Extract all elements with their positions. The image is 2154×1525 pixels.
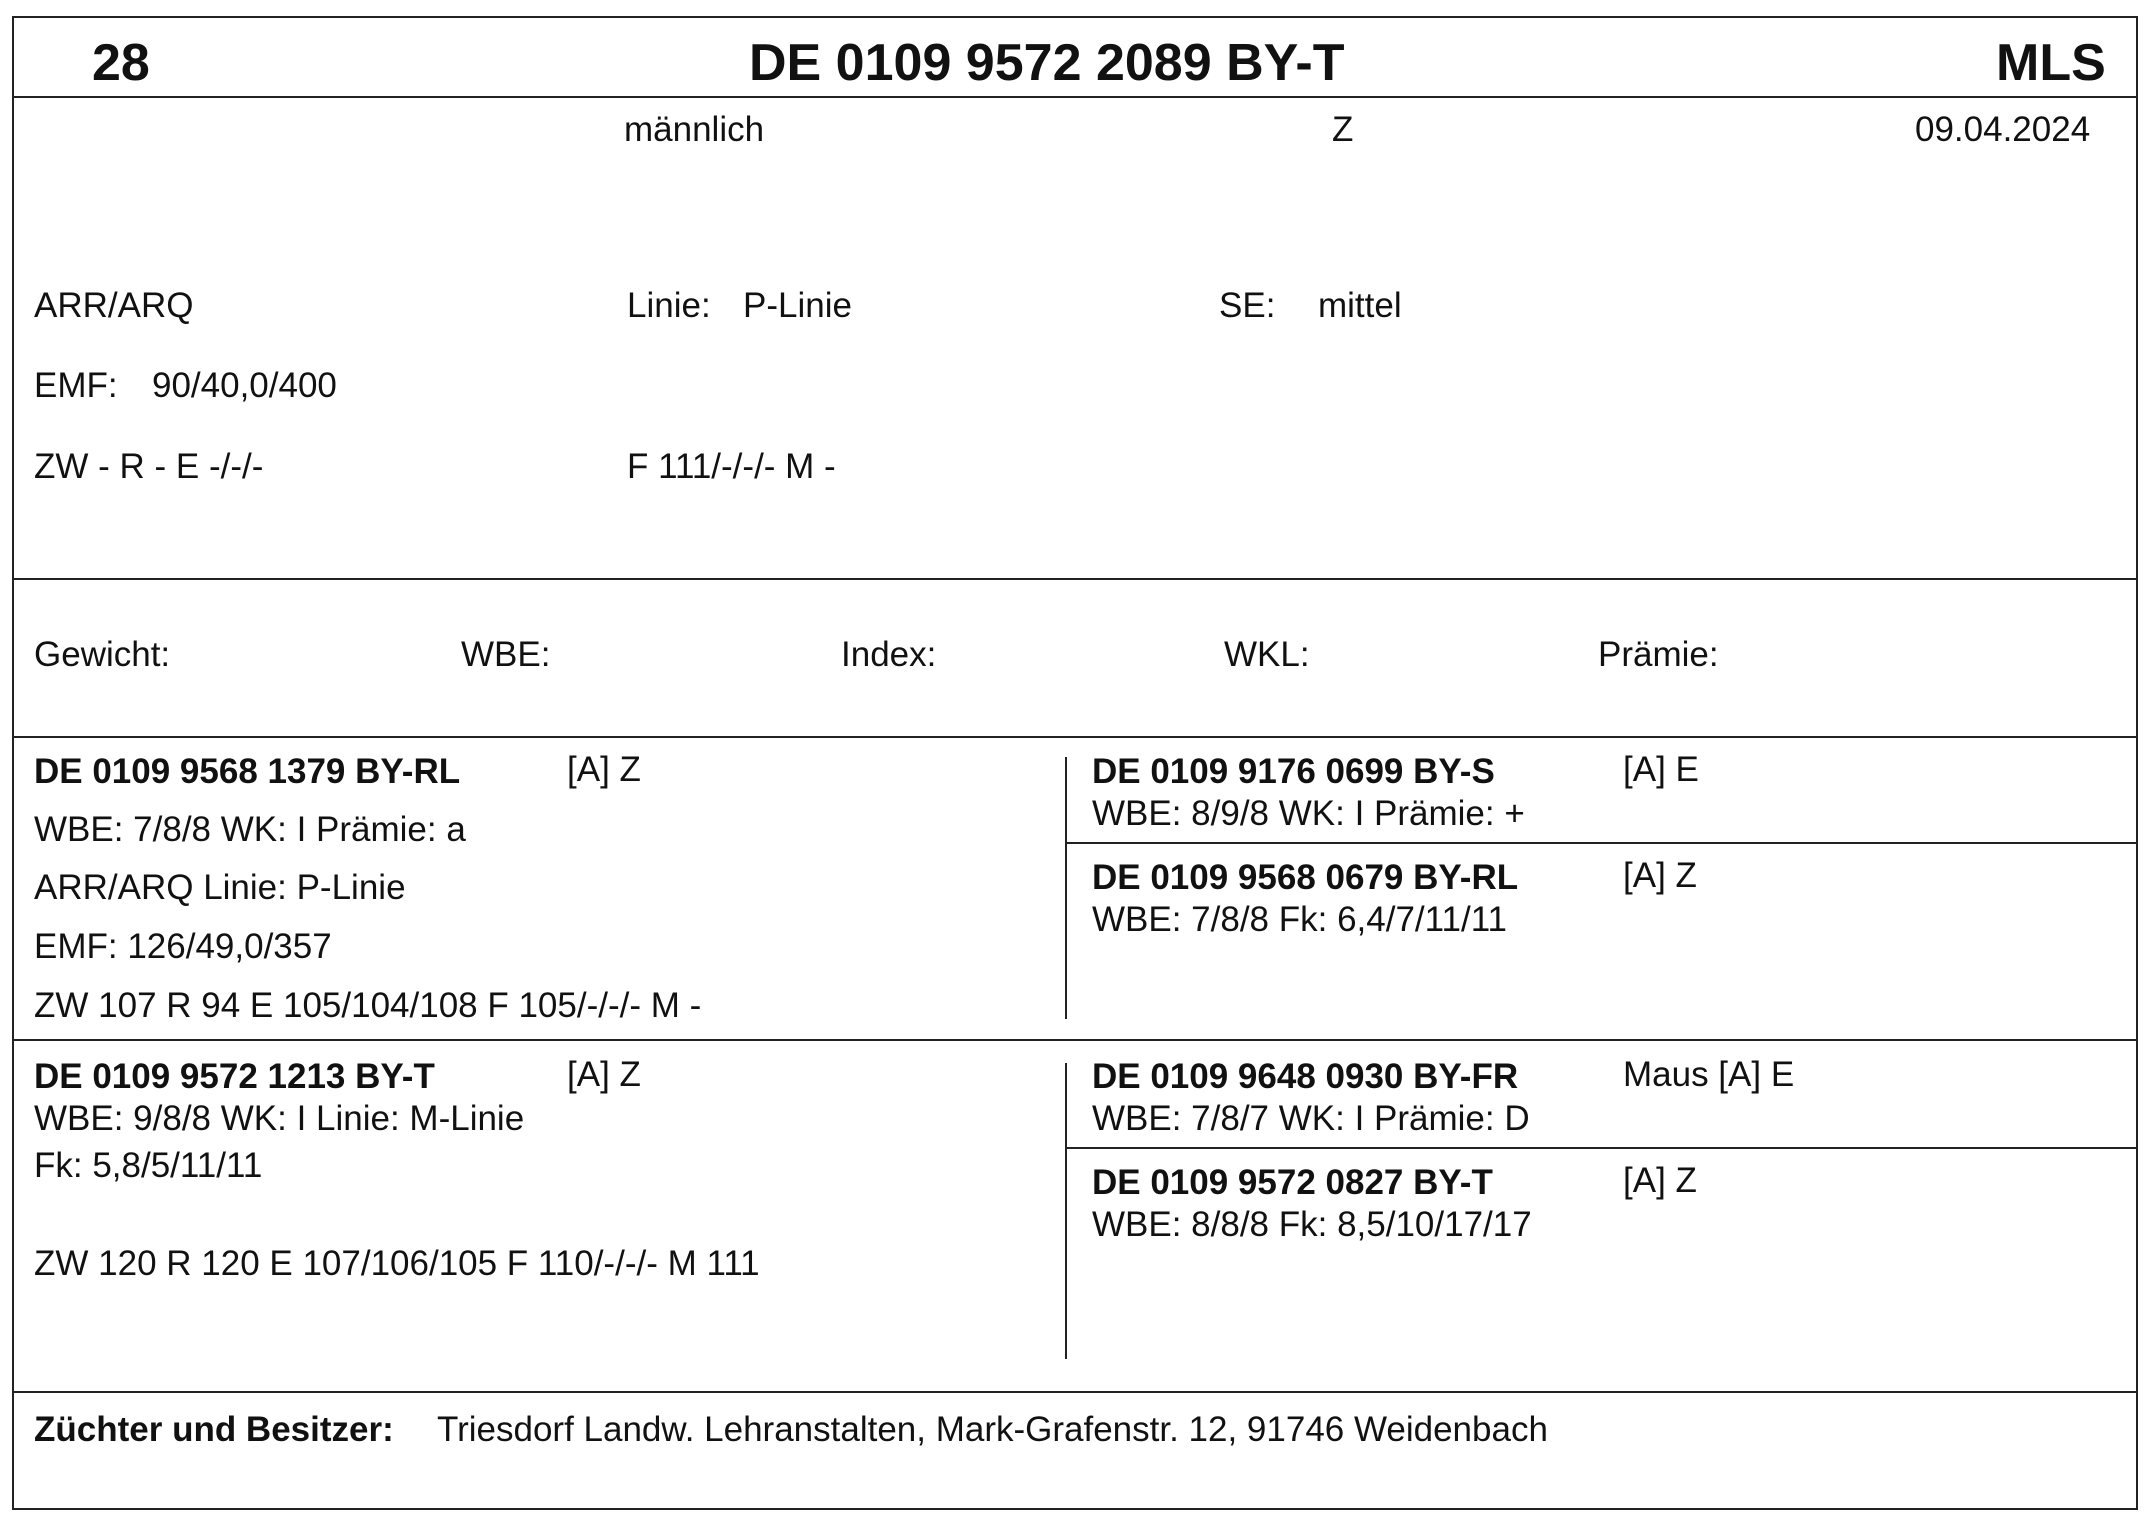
dam-line2: Fk: 5,8/5/11/11 (34, 1146, 263, 1185)
dam-sire-tag: Maus [A] E (1623, 1055, 1795, 1094)
status-flag: Z (1332, 110, 1354, 149)
se-value: mittel (1318, 286, 1402, 325)
sire-line2: ARR/ARQ Linie: P-Linie (34, 868, 406, 907)
dam-parents-divider (1065, 1147, 2136, 1149)
sire-sire-line1: WBE: 8/9/8 WK: I Prämie: + (1092, 794, 1525, 833)
info-divider (14, 578, 2136, 580)
dam-sire-line1: WBE: 7/8/7 WK: I Prämie: D (1092, 1099, 1530, 1138)
animal-id: DE 0109 9572 2089 BY-T (749, 34, 1345, 92)
breed-code: MLS (1996, 34, 2106, 92)
sire-parents-divider (1065, 842, 2136, 844)
wkl-label: WKL: (1224, 635, 1310, 674)
zw-values: ZW - R - E -/-/- (34, 447, 264, 486)
dam-dam-line1: WBE: 8/8/8 Fk: 8,5/10/17/17 (1092, 1205, 1532, 1244)
metrics-divider (14, 736, 2136, 738)
sire-dam-line1: WBE: 7/8/8 Fk: 6,4/7/11/11 (1092, 900, 1508, 939)
sire-dam-tag: [A] Z (1623, 856, 1697, 895)
dam-id: DE 0109 9572 1213 BY-T (34, 1057, 435, 1096)
sire-line4: ZW 107 R 94 E 105/104/108 F 105/-/-/- M - (34, 986, 702, 1025)
genotype: ARR/ARQ (34, 286, 194, 325)
sire-column-divider (1065, 757, 1067, 1019)
dam-dam-tag: [A] Z (1623, 1161, 1697, 1200)
emf-label: EMF: (34, 366, 118, 405)
index-label: Index: (841, 635, 937, 674)
emf-value: 90/40,0/400 (152, 366, 337, 405)
sire-sire-tag: [A] E (1623, 750, 1699, 789)
dam-sire-id: DE 0109 9648 0930 BY-FR (1092, 1057, 1519, 1096)
sire-tag: [A] Z (567, 750, 641, 789)
premium-label: Prämie: (1598, 635, 1719, 674)
dam-tag: [A] Z (567, 1055, 641, 1094)
line-label: Linie: (627, 286, 711, 325)
header-divider (14, 96, 2136, 98)
sire-sire-id: DE 0109 9176 0699 BY-S (1092, 752, 1495, 791)
sire-id: DE 0109 9568 1379 BY-RL (34, 752, 461, 791)
dam-dam-id: DE 0109 9572 0827 BY-T (1092, 1163, 1493, 1202)
dam-column-divider (1065, 1063, 1067, 1359)
breeder-value: Triesdorf Landw. Lehranstalten, Mark-Grafenstr. 12, 91746 Weidenbach (437, 1410, 1548, 1449)
lot-number: 28 (92, 34, 150, 92)
dam-line3: ZW 120 R 120 E 107/106/105 F 110/-/-/- M 111 (34, 1244, 760, 1283)
sire-dam-id: DE 0109 9568 0679 BY-RL (1092, 858, 1519, 897)
f-values: F 111/-/-/- M - (627, 447, 836, 486)
sex: männlich (624, 110, 765, 149)
sire-line3: EMF: 126/49,0/357 (34, 927, 332, 966)
sire-line1: WBE: 7/8/8 WK: I Prämie: a (34, 810, 466, 849)
footer-divider (14, 1391, 2136, 1393)
sire-dam-section-divider (14, 1039, 2136, 1041)
animal-card (12, 16, 2138, 1510)
wbe-label: WBE: (461, 635, 551, 674)
se-label: SE: (1219, 286, 1276, 325)
breeder-label: Züchter und Besitzer: (34, 1410, 394, 1449)
line-value: P-Linie (743, 286, 852, 325)
dam-line1: WBE: 9/8/8 WK: I Linie: M-Linie (34, 1099, 525, 1138)
birth-date: 09.04.2024 (1915, 110, 2091, 149)
weight-label: Gewicht: (34, 635, 171, 674)
